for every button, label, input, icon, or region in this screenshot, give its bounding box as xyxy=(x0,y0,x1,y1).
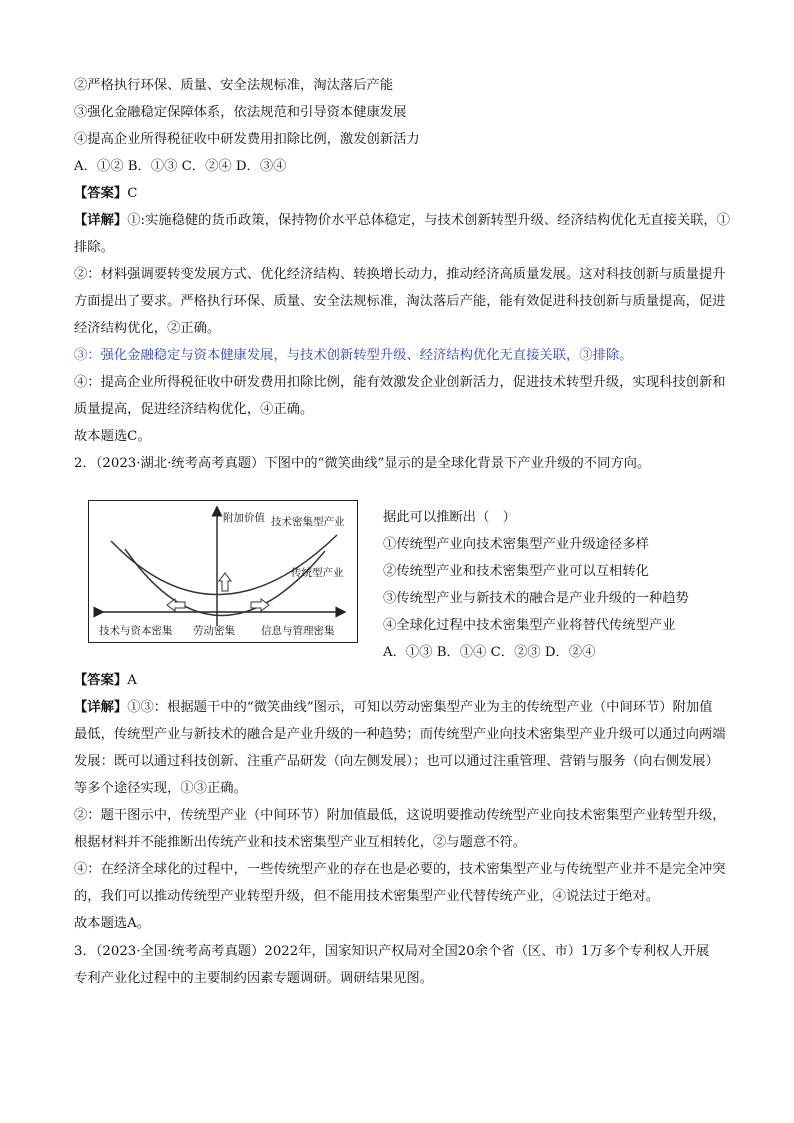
q1-detail-line: 质量提高，促进经济结构优化，④正确。 xyxy=(74,402,314,417)
q2-option-1: ①传统型产业向技术密集型产业升级途径多样 xyxy=(383,537,649,552)
y-axis-label: 附加价值 xyxy=(223,512,265,524)
q1-option-2: ②严格执行环保、质量、安全法规标准，淘汰落后产能 xyxy=(74,78,394,93)
q1-detail-line: 方面提出了要求。严格执行环保、质量、安全法规标准，淘汰落后产能，能有效促进科技创新与质量提高，促进 xyxy=(74,294,726,309)
answer-value: C xyxy=(127,186,138,201)
q1-detail-line xyxy=(74,211,764,231)
q2-detail-line: 等多个途径实现，①③正确。 xyxy=(74,781,247,796)
q2-option-3: ③传统型产业与新技术的融合是产业升级的一种趋势 xyxy=(383,591,689,606)
q2-detail-line: 最低，传统型产业与新技术的融合是产业升级的一种趋势；而传统型产业向技术密集型产业升级可以通过向两端 xyxy=(74,727,726,742)
q1-answer xyxy=(74,184,764,204)
q2-option-2: ②传统型产业和技术密集型产业可以互相转化 xyxy=(383,564,649,579)
q2-prompt: 据此可以推断出（ ） xyxy=(383,510,516,525)
q2-detail-line xyxy=(74,698,764,718)
q1-conclusion: 故本题选C。 xyxy=(74,429,151,444)
smile-curve-figure xyxy=(88,500,358,643)
q1-detail-line: 排除。 xyxy=(74,240,114,255)
q2-option-4: ④全球化过程中技术密集型产业将替代传统型产业 xyxy=(383,618,676,633)
q1-detail-line: 经济结构优化，②正确。 xyxy=(74,321,221,336)
q1-detail-line: ②：材料强调要转变发展方式、优化经济结构、转换增长动力，推动经济高质量发展。这对科技创新与质量提升 xyxy=(74,267,726,282)
answer-value: A xyxy=(127,673,137,688)
q2-detail-line: 的，我们可以推动传统型产业转型升级，但不能用技术密集型产业代替传统产业，④说法过于绝对。 xyxy=(74,889,660,904)
q2-stem: 2．（2023·湖北·统考高考真题）下图中的“微笑曲线”显示的是全球化背景下产业升级的不同方向。 xyxy=(74,456,651,471)
answer-label: 【答案】 xyxy=(74,673,128,688)
q1-option-4: ④提高企业所得税征收中研发费用扣除比例，激发创新活力 xyxy=(74,132,420,147)
detail-label: 【详解】 xyxy=(74,700,128,715)
q2-detail-line: 根据材料并不能推断出传统产业和技术密集型产业互相转化，②与题意不符。 xyxy=(74,835,527,850)
detail-text: ①:实施稳健的货币政策，保持物价水平总体稳定，与技术创新转型升级、经济结构优化无直接关联，① xyxy=(127,213,731,228)
q1-choices: A．①② B．①③ C．②④ D．③④ xyxy=(74,159,287,174)
x-label-right: 信息与管理密集 xyxy=(261,625,335,637)
answer-label: 【答案】 xyxy=(74,186,128,201)
q2-choices: A．①③ B．①④ C．②③ D．②④ xyxy=(383,645,596,660)
q1-option-3: ③强化金融稳定保障体系，依法规范和引导资本健康发展 xyxy=(74,105,407,120)
q2-detail-line: 发展：既可以通过科技创新、注重产品研发（向左侧发展）；也可以通过注重管理、营销与服务（向右侧发展） xyxy=(74,754,719,769)
q2-detail-line: ④：在经济全球化的过程中，一些传统型产业的存在也是必要的，技术密集型产业与传统型产业并不是完全冲突 xyxy=(74,862,726,877)
q2-detail-line: ②：题干图示中，传统型产业（中间环节）附加值最低，这说明要推动传统型产业向技术密集型产业转型升级， xyxy=(74,808,726,823)
detail-label: 【详解】 xyxy=(74,213,128,228)
hollow-up-arrow-icon xyxy=(219,573,231,591)
curve-label-traditional: 传统型产业 xyxy=(291,567,344,579)
q1-detail-line: ④：提高企业所得税征收中研发费用扣除比例，能有效激发企业创新活力，促进技术转型升级，实现科技创新和 xyxy=(74,375,726,390)
detail-text: ①③：根据题干中的“微笑曲线”图示，可知以劳动密集型产业为主的传统型产业（中间环节）附加值 xyxy=(127,700,713,715)
q3-stem-line: 专利产业化过程中的主要制约因素专题调研。调研结果见图。 xyxy=(74,971,434,986)
x-label-mid: 劳动密集 xyxy=(193,625,235,637)
q3-stem-line: 3．（2023·全国·统考高考真题）2022年，国家知识产权局对全国20余个省（区、市）1万多个专利权人开展 xyxy=(74,944,710,959)
q2-answer xyxy=(74,671,764,691)
q2-conclusion: 故本题选A。 xyxy=(74,916,151,931)
q1-detail-line: ③：强化金融稳定与资本健康发展，与技术创新转型升级、经济结构优化无直接关联，③排除。 xyxy=(74,348,633,363)
x-label-left: 技术与资本密集 xyxy=(99,625,173,637)
curve-label-tech: 技术密集型产业 xyxy=(271,516,345,528)
